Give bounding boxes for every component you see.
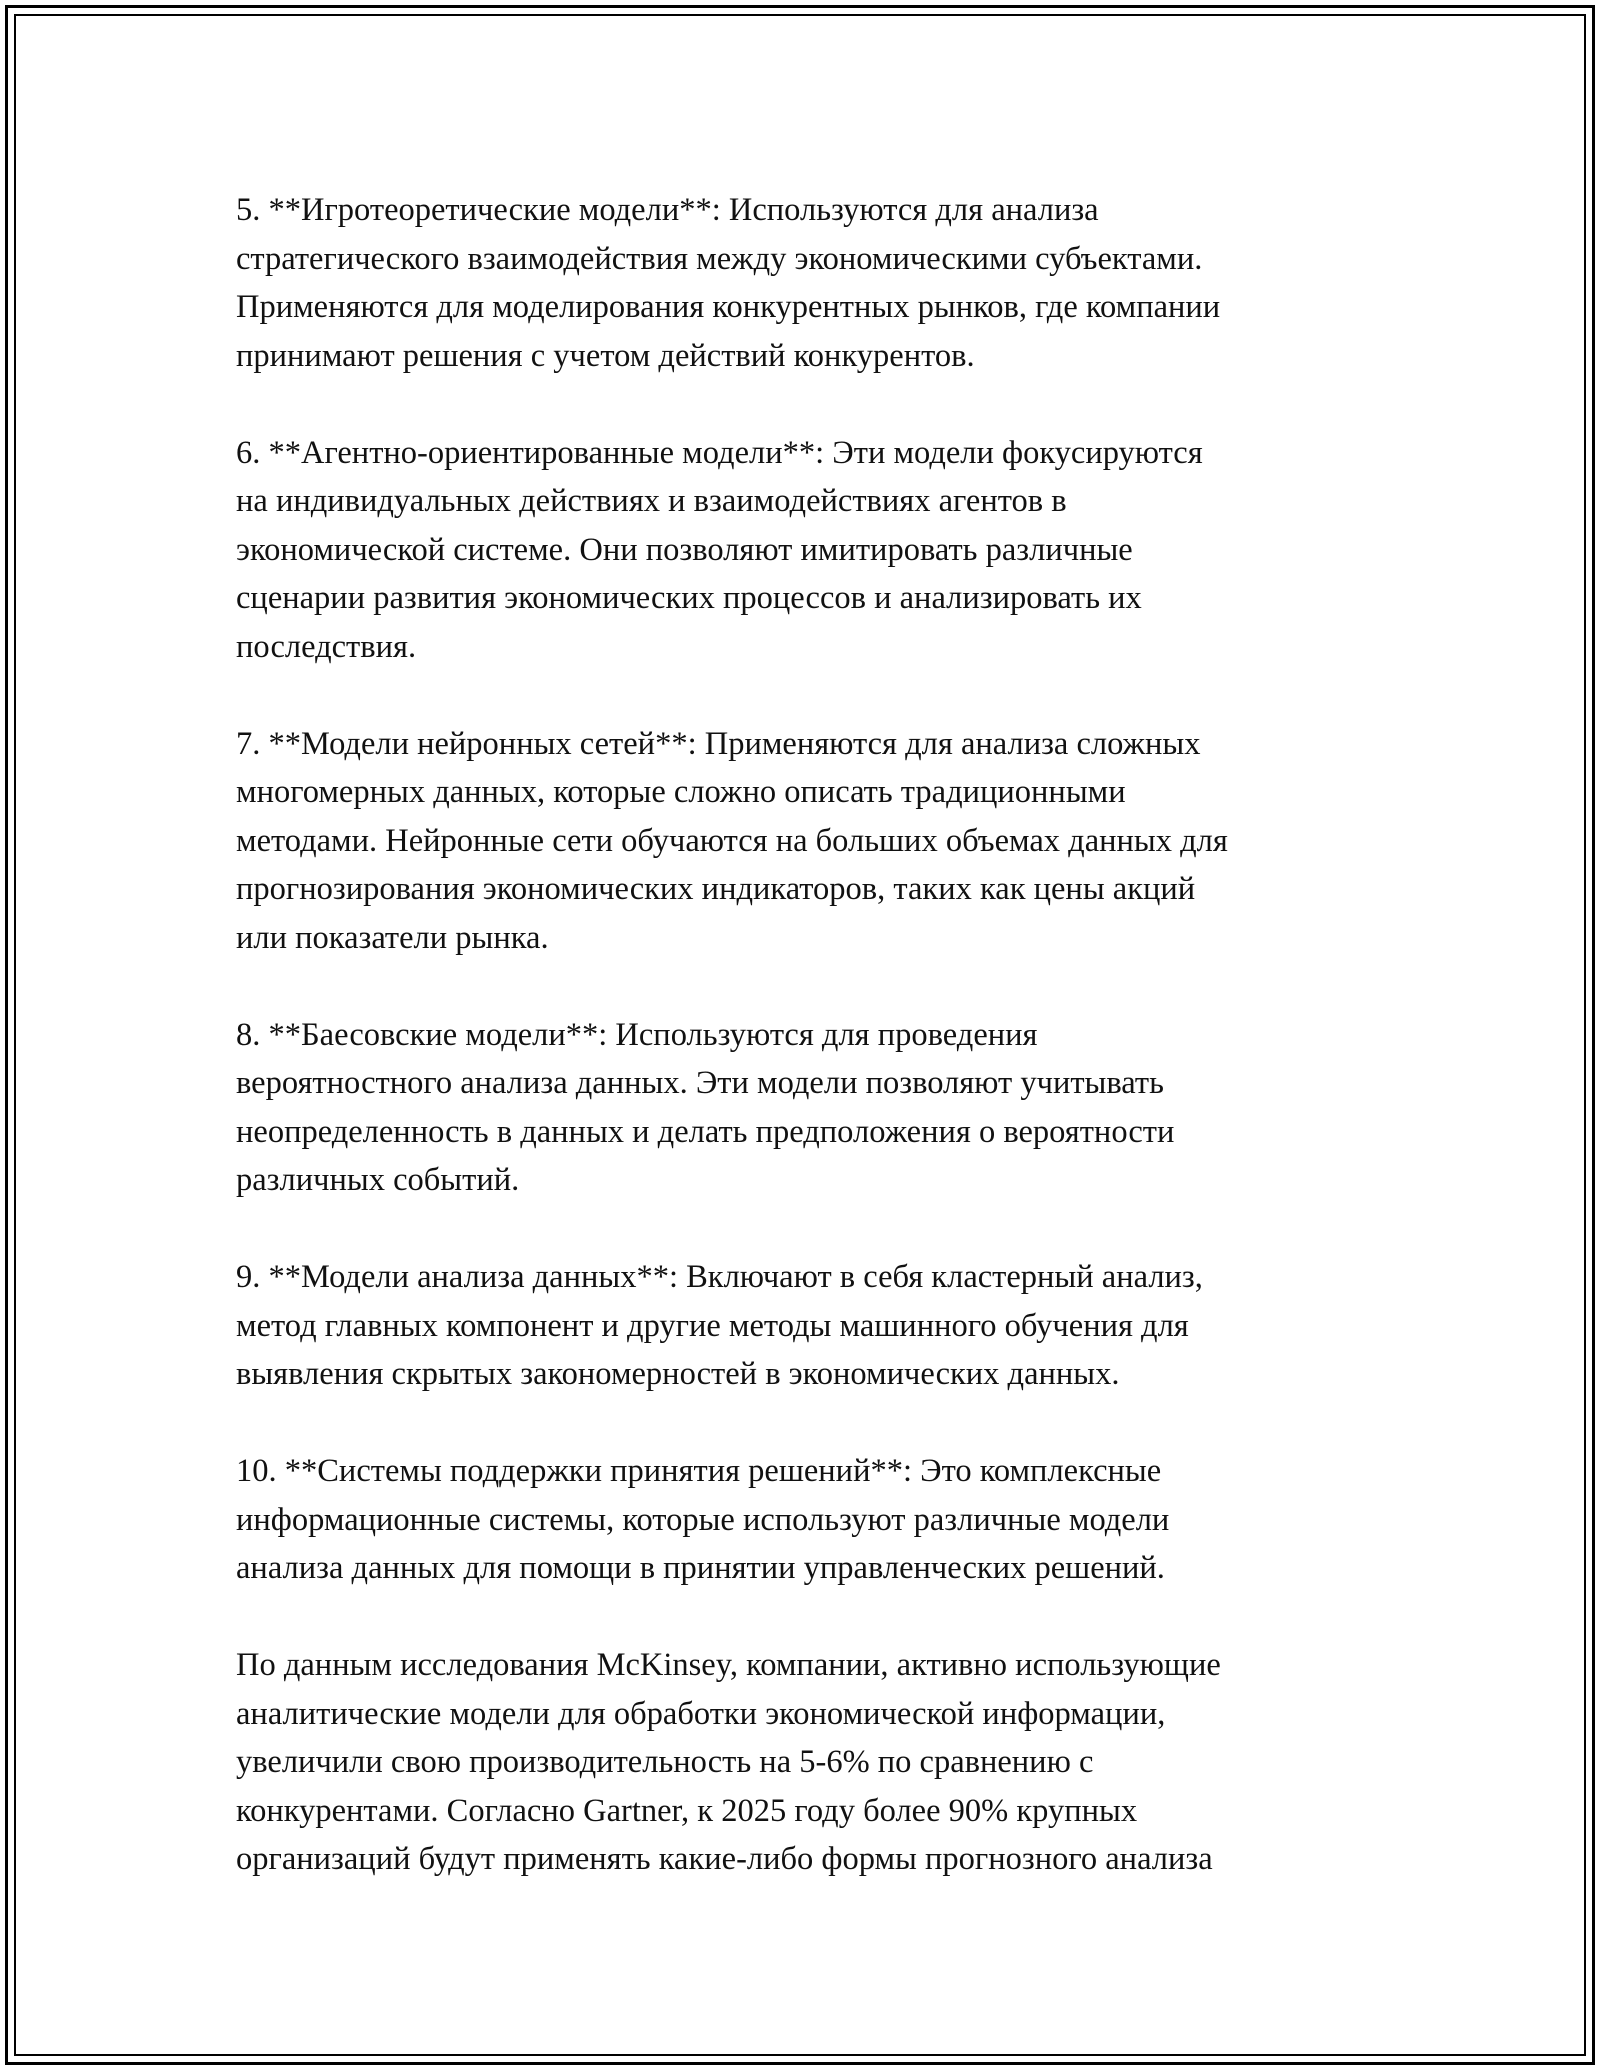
paragraph-research-statistics	[236, 1641, 1386, 1884]
text-line: 9. **Модели анализа данных**: Включают в себя кластерный анализ,	[236, 1259, 1203, 1295]
text-line: сценарии развития экономических процессов и анализировать их	[236, 580, 1142, 616]
text-line: стратегического взаимодействия между экономическими субъектами.	[236, 240, 1203, 277]
text-line: анализа данных для помощи в принятии управленческих решений.	[236, 1550, 1165, 1586]
document-body	[236, 186, 1386, 1884]
text-line: 7. **Модели нейронных сетей**: Применяются для анализа сложных	[236, 725, 1201, 762]
text-line: методами. Нейронные сети обучаются на больших объемах данных для	[236, 822, 1228, 859]
text-line: экономической системе. Они позволяют имитировать различные	[236, 531, 1133, 568]
text-line: 10. **Системы поддержки принятия решений**: Это комплексные	[236, 1453, 1162, 1489]
text-line: принимают решения с учетом действий конкурентов.	[236, 337, 975, 374]
text-line: прогнозирования экономических индикаторов, таких как цены акций	[236, 871, 1196, 907]
paragraph-agent-based-models	[236, 429, 1386, 672]
text-line: увеличили свою производительность на 5-6% по сравнению с	[236, 1744, 1094, 1780]
text-line: аналитические модели для обработки экономической информации,	[236, 1695, 1166, 1732]
text-line: различных событий.	[236, 1162, 520, 1198]
paragraph-decision-support-systems	[236, 1447, 1386, 1593]
text-line: организаций будут применять какие-либо формы прогнозного анализа	[236, 1841, 1213, 1877]
text-line: По данным исследования McKinsey, компании, активно использующие	[236, 1647, 1221, 1683]
text-line: метод главных компонент и другие методы машинного обучения для	[236, 1307, 1189, 1344]
text-line: выявления скрытых закономерностей в экономических данных.	[236, 1356, 1120, 1392]
text-line: неопределенность в данных и делать предположения о вероятности	[236, 1113, 1175, 1150]
text-line: на индивидуальных действиях и взаимодействиях агентов в	[236, 483, 1067, 519]
text-line: или показатели рынка.	[236, 919, 549, 956]
text-line: Применяются для моделирования конкурентных рынков, где компании	[236, 289, 1221, 325]
text-line: последствия.	[236, 628, 417, 665]
text-line: вероятностного анализа данных. Эти модели позволяют учитывать	[236, 1065, 1164, 1101]
paragraph-bayesian-models	[236, 1011, 1386, 1205]
text-line: 5. **Игротеоретические модели**: Используются для анализа	[236, 192, 1099, 228]
text-line: 8. **Баесовские модели**: Используются для проведения	[236, 1016, 1038, 1053]
text-line: конкурентами. Согласно Gartner, к 2025 году более 90% крупных	[236, 1792, 1138, 1829]
text-line: информационные системы, которые используют различные модели	[236, 1501, 1170, 1538]
text-line: многомерных данных, которые сложно описать традиционными	[236, 774, 1126, 810]
paragraph-data-analysis-models	[236, 1253, 1386, 1399]
paragraph-game-theory-models	[236, 186, 1386, 380]
paragraph-neural-network-models	[236, 720, 1386, 963]
text-line: 6. **Агентно-ориентированные модели**: Эти модели фокусируются	[236, 434, 1203, 471]
